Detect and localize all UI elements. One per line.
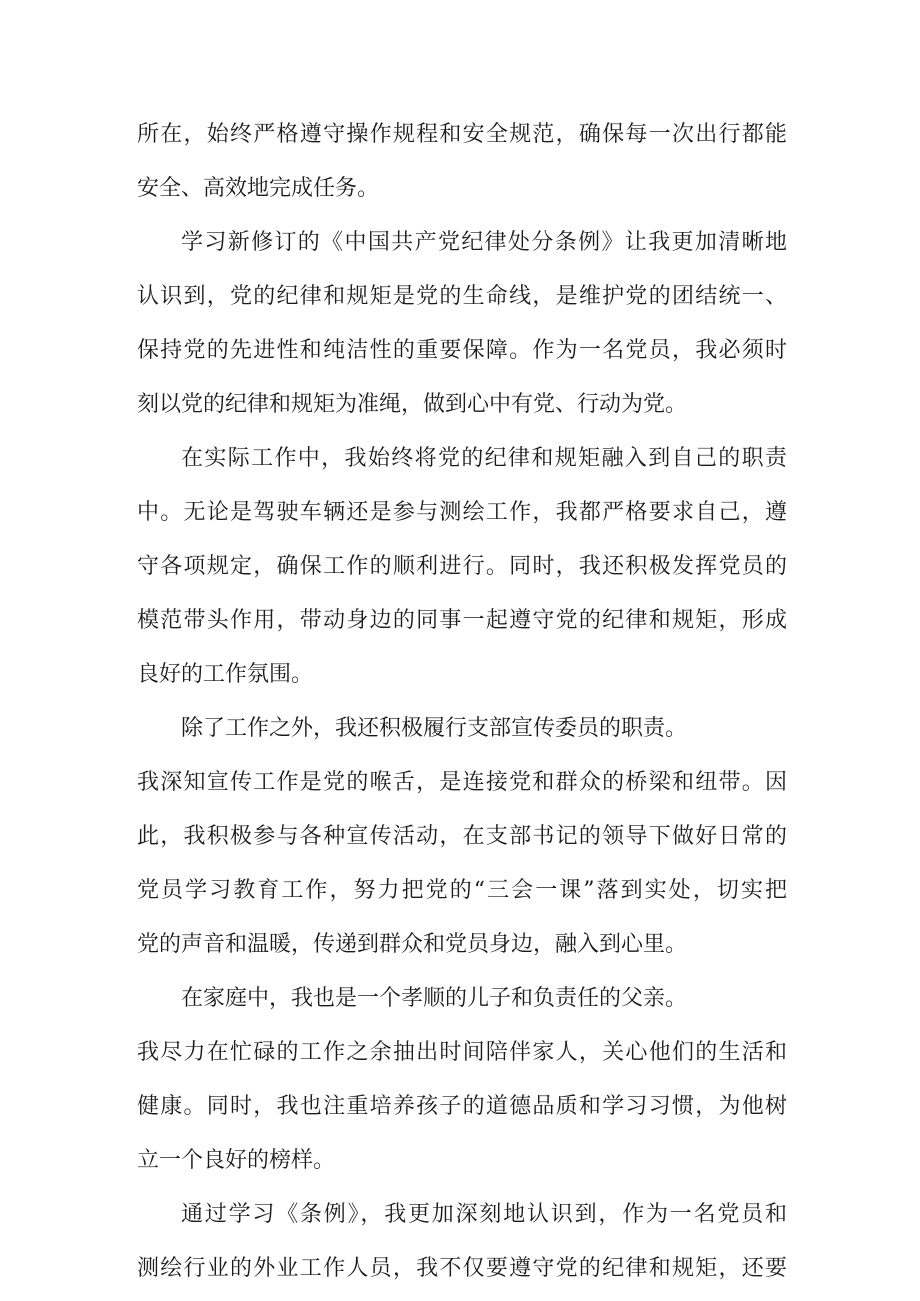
text-line: 守各项规定，确保工作的顺利进行。同时，我还积极发挥党员的	[137, 554, 787, 579]
text-line: 模范带头作用，带动身边的同事一起遵守党的纪律和规矩，形成	[137, 608, 787, 633]
paragraph-5	[137, 972, 787, 1188]
text-line: 我尽力在忙碌的工作之余抽出时间陪伴家人，关心他们的生活和	[137, 1040, 787, 1065]
paragraph-4	[137, 702, 787, 972]
text-line: 立一个良好的榜样。	[137, 1148, 336, 1173]
text-line: 此，我积极参与各种宣传活动，在支部书记的领导下做好日常的	[137, 824, 787, 849]
text-line: 我深知宣传工作是党的喉舌，是连接党和群众的桥梁和纽带。因	[137, 770, 787, 795]
paragraph-3	[137, 432, 787, 702]
text-line: 在家庭中，我也是一个孝顺的儿子和负责任的父亲。	[181, 986, 688, 1011]
paragraph-1	[137, 108, 787, 216]
text-line: 安全、高效地完成任务。	[137, 176, 380, 201]
text-line: 认识到，党的纪律和规矩是党的生命线，是维护党的团结统一、	[137, 284, 787, 309]
text-line: 党的声音和温暖，传递到群众和党员身边，融入到心里。	[137, 932, 688, 957]
paragraph-2	[137, 216, 787, 432]
text-line: 健康。同时，我也注重培养孩子的道德品质和学习习惯，为他树	[137, 1094, 787, 1119]
text-line: 在实际工作中，我始终将党的纪律和规矩融入到自己的职责	[181, 446, 787, 471]
text-line: 中。无论是驾驶车辆还是参与测绘工作，我都严格要求自己，遵	[137, 500, 787, 525]
text-line: 通过学习《条例》，我更加深刻地认识到，作为一名党员和	[181, 1202, 787, 1227]
text-line: 党员学习教育工作，努力把党的“三会一课”落到实处，切实把	[137, 878, 787, 903]
text-line: 良好的工作氛围。	[137, 662, 314, 687]
text-line: 所在，始终严格遵守操作规程和安全规范，确保每一次出行都能	[137, 122, 787, 147]
text-line: 测绘行业的外业工作人员，我不仅要遵守党的纪律和规矩，还要	[137, 1256, 787, 1281]
text-line: 保持党的先进性和纯洁性的重要保障。作为一名党员，我必须时	[137, 338, 787, 363]
paragraph-6	[137, 1188, 787, 1296]
text-line: 学习新修订的《中国共产党纪律处分条例》让我更加清晰地	[181, 230, 787, 255]
text-line: 刻以党的纪律和规矩为准绳，做到心中有党、行动为党。	[137, 392, 688, 417]
text-line: 除了工作之外，我还积极履行支部宣传委员的职责。	[181, 716, 688, 741]
document-body	[137, 108, 787, 1296]
